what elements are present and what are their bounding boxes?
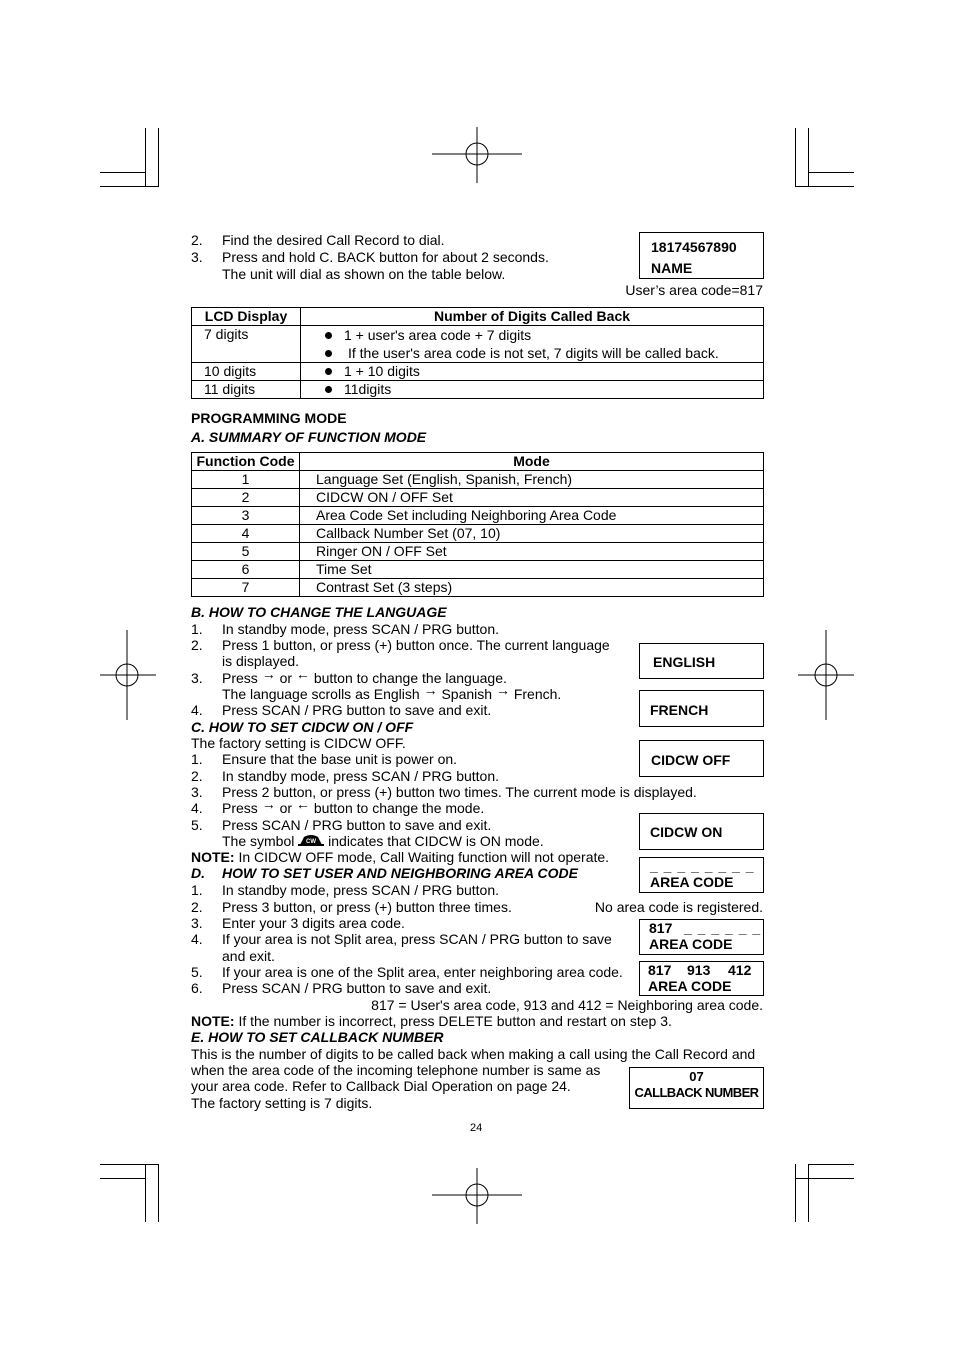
- section-heading: HOW TO SET USER AND NEIGHBORING AREA CODE: [222, 865, 578, 881]
- step-number: 4.: [191, 800, 203, 816]
- note: NOTE: In CIDCW OFF mode, Call Waiting function will not operate.: [191, 849, 610, 865]
- table-cell: Contrast Set (3 steps): [300, 579, 764, 597]
- lcd-display-area-code-neighbors: 817 913 412 AREA CODE: [639, 961, 764, 996]
- step-text: If your area is not Split area, press SCAN / PRG button to save: [222, 931, 612, 947]
- table-row: [192, 381, 764, 399]
- table-row: [192, 579, 764, 597]
- lcd-display-cidcw-off: CIDCW OFF: [639, 740, 764, 777]
- step-text: In standby mode, press SCAN / PRG button.: [222, 621, 500, 637]
- registration-mark-left: [100, 628, 156, 722]
- step-number: 5.: [191, 817, 203, 833]
- step-text: Press SCAN / PRG button to save and exit.: [222, 817, 492, 833]
- step-text: Enter your 3 digits area code.: [222, 915, 405, 931]
- table-cell: 4: [192, 525, 300, 543]
- table-row: [192, 561, 764, 579]
- bullet-icon: [325, 332, 332, 339]
- step-text: In standby mode, press SCAN / PRG button.: [222, 882, 500, 898]
- step-number: 2.: [191, 768, 203, 784]
- table-row: [192, 489, 764, 507]
- table-cell: 3: [192, 507, 300, 525]
- user-area-note: User’s area code=817: [625, 282, 763, 298]
- step-number: 2.: [191, 637, 203, 653]
- step-text: If your area is one of the Split area, enter neighboring area code.: [222, 964, 623, 980]
- function-table: [191, 452, 764, 597]
- section-heading: PROGRAMMING MODE: [191, 410, 347, 426]
- section-heading: B. HOW TO CHANGE THE LANGUAGE: [191, 604, 447, 620]
- step-text: Press 2 button, or press (+) button two times. The current mode is displayed.: [222, 784, 697, 800]
- table-cell: 7: [192, 579, 300, 597]
- table-cell: 1: [192, 471, 300, 489]
- step-number: 5.: [191, 964, 203, 980]
- paragraph: when the area code of the incoming telephone number is same as: [191, 1062, 601, 1078]
- table-cell: Area Code Set including Neighboring Area Code: [300, 507, 764, 525]
- step-number: 3.: [191, 915, 203, 931]
- step-number: 4.: [191, 702, 203, 718]
- table-cell: Ringer ON / OFF Set: [300, 543, 764, 561]
- table-header: Mode: [300, 453, 764, 471]
- step-number: 1.: [191, 621, 203, 637]
- left-arrow-icon: ←: [295, 666, 310, 682]
- registration-mark-right: [798, 628, 854, 722]
- step-text: The language scrolls as English → Spanish → French.: [222, 682, 562, 702]
- lcd-display-area-code-817: 817 _ _ _ _ _ _ AREA CODE: [639, 919, 764, 955]
- lcd-display-cidcw-on: CIDCW ON: [639, 813, 764, 850]
- right-arrow-icon: →: [261, 666, 276, 682]
- right-arrow-icon: →: [261, 796, 276, 812]
- table-row: [192, 525, 764, 543]
- table-cell: 6: [192, 561, 300, 579]
- step-text: Press → or ← button to change the mode.: [222, 796, 485, 816]
- step-number: 1.: [191, 751, 203, 767]
- paragraph: The factory setting is 7 digits.: [191, 1095, 373, 1111]
- lcd-display-call-record: [639, 232, 764, 279]
- step-number: 1.: [191, 882, 203, 898]
- step-text: Press 1 button, or press (+) button once. The current language: [222, 637, 610, 653]
- table-header: LCD Display: [192, 308, 301, 326]
- step-text: Press SCAN / PRG button to save and exit.: [222, 980, 492, 996]
- table-cell: 1 + 10 digits: [344, 363, 420, 379]
- step-number: 4.: [191, 931, 203, 947]
- no-area-note: No area code is registered.: [594, 899, 763, 915]
- table-cell: CIDCW ON / OFF Set: [300, 489, 764, 507]
- digits-table: [191, 307, 764, 399]
- step-text: and exit.: [222, 948, 275, 964]
- bullet-icon: [325, 386, 332, 393]
- table-cell: If the user's area code is not set, 7 digits will be called back.: [348, 345, 719, 361]
- table-header: Number of Digits Called Back: [301, 308, 764, 326]
- step-text: Press and hold C. BACK button for about 2 seconds.: [222, 249, 549, 265]
- step-number: 3.: [191, 784, 203, 800]
- paragraph: The factory setting is CIDCW OFF.: [191, 735, 406, 751]
- step-text: Press → or ← button to change the language.: [222, 666, 507, 686]
- step-text: Find the desired Call Record to dial.: [222, 232, 445, 248]
- table-cell: 7 digits: [192, 326, 301, 363]
- table-cell: 1 + user's area code + 7 digits: [344, 327, 532, 343]
- step-text: Press 3 button, or press (+) button three times.: [222, 899, 512, 915]
- registration-mark-bottom: [430, 1168, 524, 1224]
- table-header: Function Code: [192, 453, 300, 471]
- table-cell: Time Set: [300, 561, 764, 579]
- table-cell: 2: [192, 489, 300, 507]
- note: NOTE: If the number is incorrect, press DELETE button and restart on step 3.: [191, 1013, 672, 1029]
- table-cell: 11 digits: [192, 381, 301, 399]
- section-heading: A. SUMMARY OF FUNCTION MODE: [191, 429, 427, 445]
- step-number: 2.: [191, 899, 203, 915]
- call-waiting-symbol-icon: [298, 833, 324, 847]
- step-text: is displayed.: [222, 653, 300, 669]
- step-number: 2.: [191, 232, 203, 248]
- table-row: [192, 363, 764, 381]
- section-heading: C. HOW TO SET CIDCW ON / OFF: [191, 719, 414, 735]
- table-row: [192, 543, 764, 561]
- table-row: [192, 326, 764, 363]
- lcd-display-french: FRENCH: [639, 690, 764, 727]
- table-cell: Language Set (English, Spanish, French): [300, 471, 764, 489]
- registration-mark-top: [430, 127, 524, 183]
- lcd-display-english: ENGLISH: [639, 643, 764, 679]
- paragraph: This is the number of digits to be called back when making a call using the Call Record and: [191, 1046, 756, 1062]
- bullet-icon: [325, 368, 332, 375]
- left-arrow-icon: ←: [295, 796, 310, 812]
- svg-text:CW: CW: [306, 839, 317, 845]
- table-row: [192, 507, 764, 525]
- table-cell: 11digits: [344, 381, 392, 397]
- step-number: 3.: [191, 249, 203, 265]
- area-code-explanation: 817 = User's area code, 913 and 412 = Neighboring area code.: [371, 997, 763, 1013]
- bullet-icon: [325, 350, 332, 357]
- step-number: 3.: [191, 670, 203, 686]
- lcd-display-area-code-empty: _ _ _ _ _ _ _ _ AREA CODE: [639, 857, 764, 893]
- right-arrow-icon: →: [423, 682, 438, 698]
- step-text: The symbol CW indicates that CIDCW is ON mode.: [222, 833, 544, 849]
- step-text: Press SCAN / PRG button to save and exit.: [222, 702, 492, 718]
- step-number: 6.: [191, 980, 203, 996]
- lcd-line: 18174567890: [651, 239, 737, 255]
- lcd-display-callback-number: 07 CALLBACK NUMBER: [629, 1067, 764, 1109]
- right-arrow-icon: →: [495, 682, 510, 698]
- step-text: In standby mode, press SCAN / PRG button.: [222, 768, 500, 784]
- section-heading: E. HOW TO SET CALLBACK NUMBER: [191, 1029, 444, 1045]
- step-text: Ensure that the base unit is power on.: [222, 751, 458, 767]
- page-number: 24: [470, 1122, 483, 1134]
- table-cell: Callback Number Set (07, 10): [300, 525, 764, 543]
- lcd-line: NAME: [651, 260, 693, 276]
- section-letter: D.: [191, 865, 205, 881]
- step-text: The unit will dial as shown on the table below.: [222, 266, 506, 282]
- table-row: [192, 471, 764, 489]
- table-cell: 5: [192, 543, 300, 561]
- paragraph: your area code. Refer to Callback Dial Operation on page 24.: [191, 1078, 571, 1094]
- table-cell: 10 digits: [192, 363, 301, 381]
